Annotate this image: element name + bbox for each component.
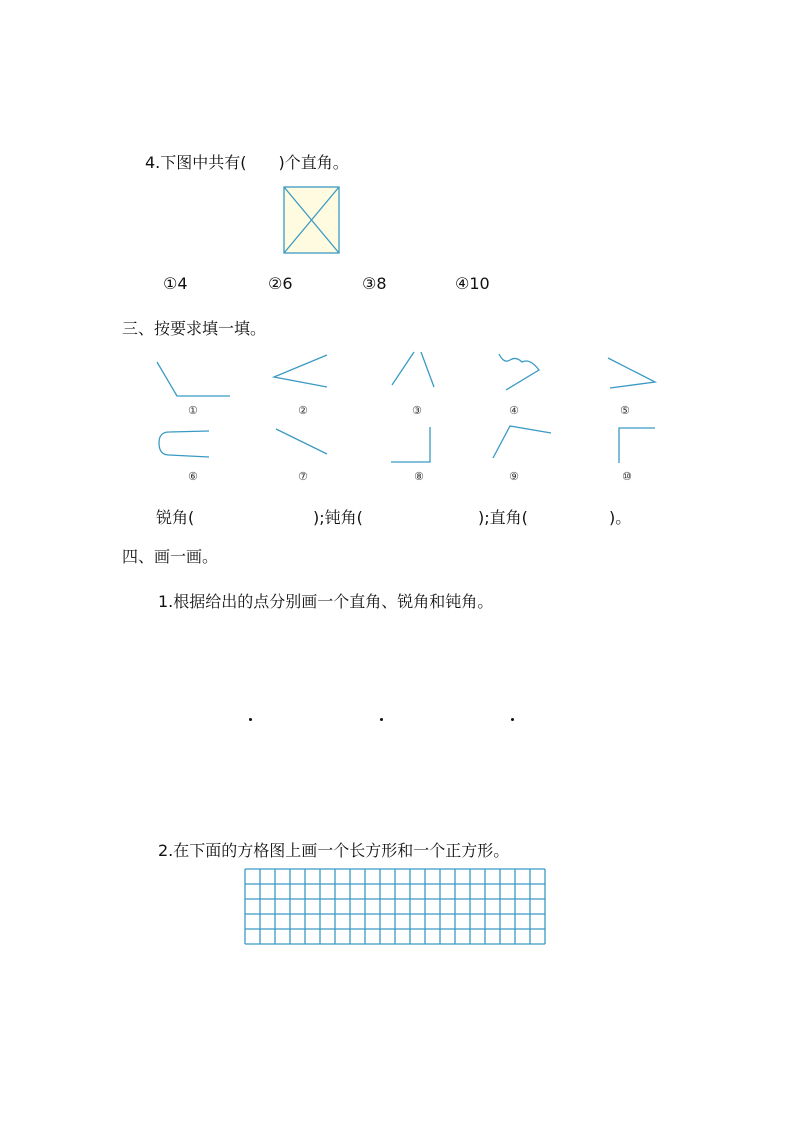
point-dot-3 xyxy=(511,718,514,721)
angle-figure-8 xyxy=(388,424,436,466)
angle-figure-9 xyxy=(489,422,555,462)
point-dot-2 xyxy=(380,718,383,721)
angle-figure-1 xyxy=(150,355,235,405)
angle-label-3: ③ xyxy=(412,404,422,417)
q4-option-1: ①4 xyxy=(163,274,188,293)
fill-end-label: )。 xyxy=(609,508,632,527)
q4-option-3: ③8 xyxy=(362,274,387,293)
fill-obtuse-label: );钝角( xyxy=(313,508,363,527)
angle-label-2: ② xyxy=(298,404,308,417)
angle-figure-4 xyxy=(494,350,544,392)
section3-title: 三、按要求填一填。 xyxy=(122,319,267,338)
section4-q1: 1.根据给出的点分别画一个直角、锐角和钝角。 xyxy=(158,592,494,611)
angle-label-1: ① xyxy=(188,404,198,417)
angle-figure-5 xyxy=(604,355,660,389)
angle-figure-3 xyxy=(388,348,438,390)
angle-figure-6 xyxy=(155,428,215,462)
q4-option-4: ④10 xyxy=(455,274,490,293)
angle-label-9: ⑨ xyxy=(509,470,519,483)
angle-label-7: ⑦ xyxy=(298,470,308,483)
angle-label-10: ⑩ xyxy=(622,470,632,483)
section4-q2: 2.在下面的方格图上画一个长方形和一个正方形。 xyxy=(158,841,510,860)
angle-figure-10 xyxy=(612,424,660,466)
section4-title: 四、画一画。 xyxy=(122,547,219,566)
angle-label-8: ⑧ xyxy=(414,470,424,483)
angle-label-5: ⑤ xyxy=(620,404,630,417)
q4-text: 4.下图中共有( )个直角。 xyxy=(145,153,349,172)
angle-label-4: ④ xyxy=(509,404,519,417)
fill-acute-label: 锐角( xyxy=(156,508,195,527)
square-grid[interactable] xyxy=(244,868,550,946)
fill-right-label: );直角( xyxy=(478,508,528,527)
rectangle-diagonals-figure xyxy=(283,186,341,256)
angle-figure-7 xyxy=(272,426,332,458)
point-dot-1 xyxy=(249,718,252,721)
q4-option-2: ②6 xyxy=(268,274,293,293)
angle-figure-2 xyxy=(270,352,332,392)
angle-label-6: ⑥ xyxy=(188,470,198,483)
